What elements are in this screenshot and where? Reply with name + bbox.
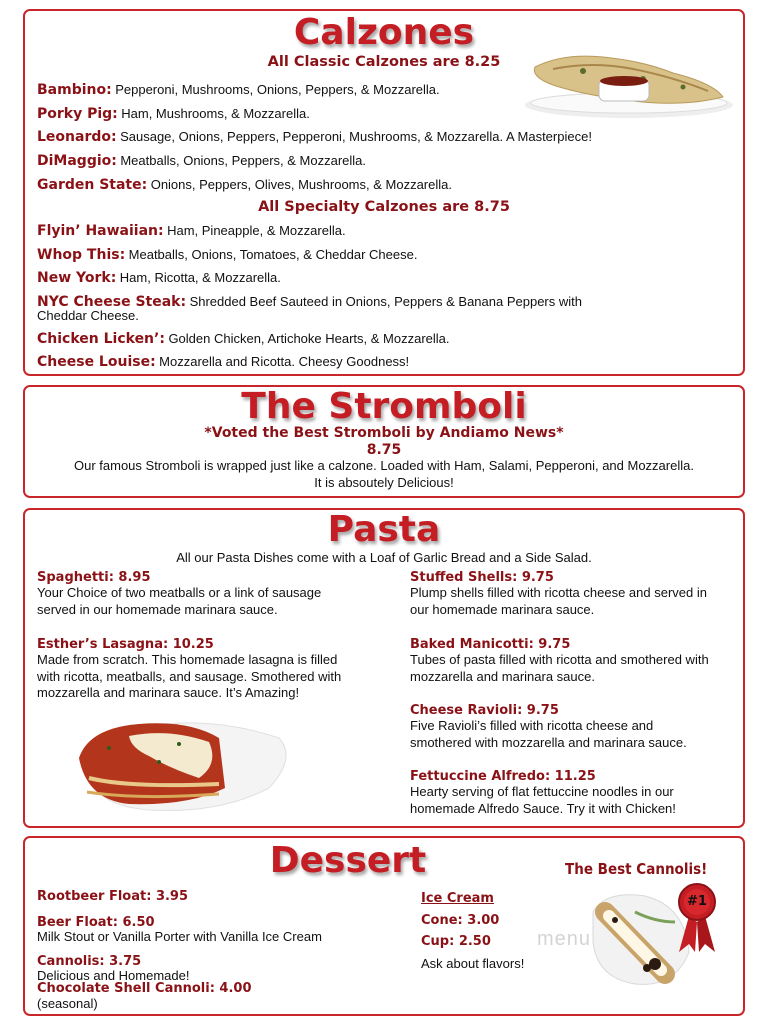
lasagna-photo	[69, 708, 299, 820]
pasta-item-name: Fettuccine Alfredo: 11.25	[410, 769, 596, 784]
pasta-item	[37, 637, 397, 702]
stromboli-voted: *Voted the Best Stromboli by Andiamo News*	[204, 425, 564, 441]
stromboli-section	[23, 385, 745, 498]
calzone-photo	[523, 47, 735, 121]
stromboli-description: Our famous Stromboli is wrapped just like a calzone. Loaded with Ham, Salami, Pepperoni, and Mozzarella.	[74, 458, 694, 473]
dessert-item-name: Chocolate Shell Cannoli: 4.00	[37, 981, 252, 996]
calzone-item: Flyin’ Hawaiian: Ham, Pineapple, & Mozzarella.	[37, 223, 346, 239]
calzone-item: DiMaggio: Meatballs, Onions, Peppers, & Mozzarella.	[37, 153, 367, 169]
specialty-calzones-header: All Specialty Calzones are 8.75	[258, 199, 510, 215]
dessert-item-desc: (seasonal)	[37, 996, 98, 1011]
calzones-section	[23, 9, 745, 376]
pasta-item	[410, 769, 740, 817]
number-one-ribbon-icon	[673, 882, 721, 954]
calzone-item: Leonardo: Sausage, Onions, Peppers, Pepperoni, Mushrooms, & Mozzarella. A Masterpiece!	[37, 129, 592, 145]
ice-cream-cup: Cup: 2.50	[421, 934, 491, 949]
calzone-item: Bambino: Pepperoni, Mushrooms, Onions, Peppers, & Mozzarella.	[37, 82, 440, 98]
calzone-item-desc-continued: Cheddar Cheese.	[37, 308, 139, 323]
pasta-item-desc: our homemade marinara sauce.	[410, 601, 595, 617]
pasta-item-desc: Made from scratch. This homemade lasagna is filled	[37, 652, 338, 667]
pasta-item-name: Cheese Ravioli: 9.75	[410, 703, 559, 718]
pasta-item-desc: mozzarella and marinara sauce. It’s Amazing!	[37, 685, 300, 700]
stromboli-price: 8.75	[366, 442, 402, 458]
calzone-item: Cheese Louise: Mozzarella and Ricotta. Cheesy Goodness!	[37, 354, 410, 370]
calzone-item: Garden State: Onions, Peppers, Olives, Mushrooms, & Mozzarella.	[37, 177, 452, 193]
stromboli-title: The Stromboli	[241, 386, 527, 427]
pasta-item-desc: Five Ravioli’s filled with ricotta cheese and	[410, 718, 654, 733]
calzone-item: Porky Pig: Ham, Mushrooms, & Mozzarella.	[37, 106, 310, 122]
pasta-item	[410, 637, 740, 685]
pasta-item-desc: Plump shells filled with ricotta cheese and served in	[410, 585, 707, 600]
pasta-item-name: Spaghetti: 8.95	[37, 570, 151, 585]
calzone-item: NYC Cheese Steak: Shredded Beef Sauteed in Onions, Peppers & Banana Peppers with	[37, 294, 582, 310]
pasta-item-name: Stuffed Shells: 9.75	[410, 570, 554, 585]
dessert-title: Dessert	[269, 840, 427, 881]
calzones-title: Calzones	[293, 12, 475, 53]
dessert-section	[23, 836, 745, 1016]
dessert-item-name: Cannolis: 3.75	[37, 954, 142, 969]
pasta-item-desc: homemade Alfredo Sauce. Try it with Chicken!	[410, 800, 676, 816]
ribbon-label: #1	[687, 894, 707, 909]
pasta-item-desc: Your Choice of two meatballs or a link of sausage	[37, 585, 322, 600]
calzone-item: Chicken Licken’: Golden Chicken, Artichoke Hearts, & Mozzarella.	[37, 331, 450, 347]
pasta-item-desc: smothered with mozzarella and marinara sauce.	[410, 734, 687, 750]
pasta-item-desc: Tubes of pasta filled with ricotta and smothered with	[410, 652, 709, 667]
calzone-item: New York: Ham, Ricotta, & Mozzarella.	[37, 270, 281, 286]
pasta-title: Pasta	[327, 509, 441, 550]
dessert-item-desc: Delicious and Homemade!	[37, 968, 190, 983]
dessert-item-desc: Milk Stout or Vanilla Porter with Vanilla Ice Cream	[37, 929, 322, 944]
ice-cream-header: Ice Cream	[421, 891, 494, 906]
menu-watermark: menu	[537, 928, 592, 950]
pasta-subtitle: All our Pasta Dishes come with a Loaf of Garlic Bread and a Side Salad.	[176, 550, 592, 565]
calzone-item: Whop This: Meatballs, Onions, Tomatoes, & Cheddar Cheese.	[37, 247, 418, 263]
ice-cream-note: Ask about flavors!	[421, 956, 525, 971]
pasta-item-desc: served in our homemade marinara sauce.	[37, 601, 278, 617]
pasta-item-desc: Hearty serving of flat fettuccine noodles in our	[410, 784, 674, 799]
pasta-section	[23, 508, 745, 828]
pasta-item	[37, 570, 397, 618]
pasta-item-name: Baked Manicotti: 9.75	[410, 637, 571, 652]
stromboli-description-2: It is absoutely Delicious!	[314, 475, 454, 490]
pasta-item-name: Esther’s Lasagna: 10.25	[37, 637, 214, 652]
pasta-item	[410, 570, 740, 618]
pasta-item-desc: with ricotta, meatballs, and sausage. Smothered with	[37, 668, 342, 684]
ice-cream-cone: Cone: 3.00	[421, 913, 500, 928]
dessert-item-name: Rootbeer Float: 3.95	[37, 889, 189, 904]
dessert-item-name: Beer Float: 6.50	[37, 915, 155, 930]
classic-calzones-header: All Classic Calzones are 8.25	[267, 54, 501, 70]
best-cannolis-label: The Best Cannolis!	[565, 860, 708, 878]
pasta-item-desc: mozzarella and marinara sauce.	[410, 668, 595, 684]
pasta-item	[410, 703, 740, 751]
